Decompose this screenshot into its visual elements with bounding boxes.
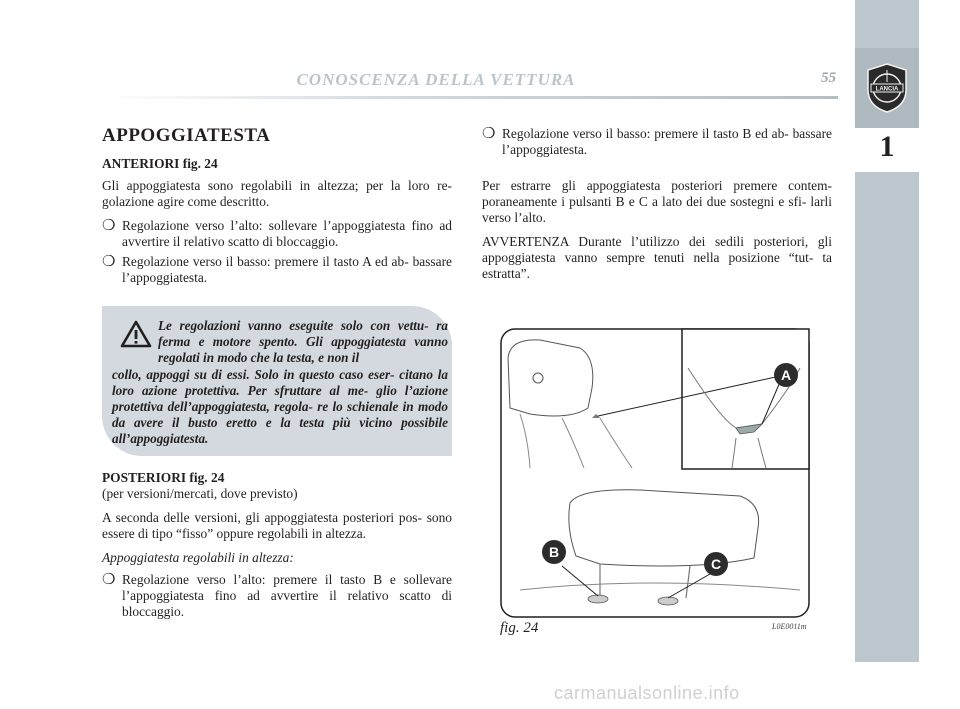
extract-paragraph: Per estrarre gli appoggiatesta posteriori premere contem- poraneamente i pulsanti B e C a lato dei due sostegni e sfi- larli verso l’alto. [482, 178, 832, 225]
rear-subheading: (per versioni/mercati, dove previsto) [102, 486, 298, 501]
right-column [482, 122, 832, 290]
bullet-circle-icon: ❍ [102, 218, 116, 234]
page-number: 55 [821, 70, 836, 86]
rear-button-c [658, 597, 678, 605]
list-item [482, 126, 832, 158]
left-column [102, 122, 452, 290]
rear-headrest-shape [569, 490, 759, 566]
warning-box [102, 306, 452, 456]
list-item [102, 254, 452, 286]
bullet-text: Regolazione verso l’alto: premere il tasto B e sollevare l’appoggiatesta fino ad avvertire il relativo scatto di bloccaggio. [122, 572, 452, 619]
figure-code: L0E0011m [772, 622, 807, 631]
front-heading: ANTERIORI fig. 24 [102, 156, 218, 171]
section-title: APPOGGIATESTA [102, 125, 271, 146]
label-a: A [780, 367, 792, 383]
running-header-title: CONOSCENZA DELLA VETTURA [296, 70, 576, 89]
lancia-logo-icon [864, 62, 910, 114]
front-intro: Gli appoggiatesta sono regolabili in altezza; per la loro re- golazione agire come descritto. [102, 178, 452, 209]
bullet-circle-icon: ❍ [102, 254, 116, 270]
logo-lettering: LANCIA [875, 86, 899, 93]
list-item [102, 572, 452, 620]
list-item [102, 218, 452, 250]
headrest-figure [500, 328, 810, 618]
notice-paragraph: AVVERTENZA Durante l’utilizzo dei sedili posteriori, gli appoggiatesta vanno sempre tenuti nella posizione “tut- ta estratta”. [482, 234, 832, 281]
header-rule [102, 96, 838, 99]
bullet-text: Regolazione verso l’alto: sollevare l’appoggiatesta fino ad avvertire il relativo scatto di bloccaggio. [122, 218, 452, 249]
rear-intro: A seconda delle versioni, gli appoggiatesta posteriori pos- sono essere di tipo “fisso” oppure regolabili in altezza. [102, 510, 452, 541]
figure-inset [682, 329, 809, 469]
adjustable-heading: Appoggiatesta regolabili in altezza: [102, 550, 294, 565]
rear-heading: POSTERIORI fig. 24 [102, 470, 225, 485]
bullet-circle-icon: ❍ [482, 126, 496, 142]
chapter-number: 1 [879, 130, 895, 163]
label-b: B [548, 544, 560, 560]
warning-text [112, 318, 448, 448]
watermark: carmanualsonline.info [554, 683, 740, 703]
figure-caption: fig. 24 [500, 620, 539, 636]
bullet-text: Regolazione verso il basso: premere il tasto A ed ab- bassare l’appoggiatesta. [122, 254, 452, 285]
left-column-lower [102, 470, 452, 624]
front-headrest-shape [508, 340, 593, 416]
bullet-text: Regolazione verso il basso: premere il tasto B ed ab- bassare l’appoggiatesta. [502, 126, 832, 157]
warning-text-first: Le regolazioni vanno eseguite solo con vettu- ra ferma e motore spento. Gli appoggiatesta vanno regolati in modo che la testa, e non il [158, 318, 448, 366]
warning-text-rest: collo, appoggi su di essi. Solo in questo caso eser- citano la loro azione protettiva. Per sfruttare al me- glio l’azione protettiva dell’appoggiatesta, regola- re lo schienale in modo da avere il busto eretto e la testa più vicino possibile all’appoggiatesta. [112, 366, 448, 447]
label-c: C [710, 556, 722, 572]
bullet-circle-icon: ❍ [102, 572, 116, 588]
rear-button-b [588, 595, 608, 603]
